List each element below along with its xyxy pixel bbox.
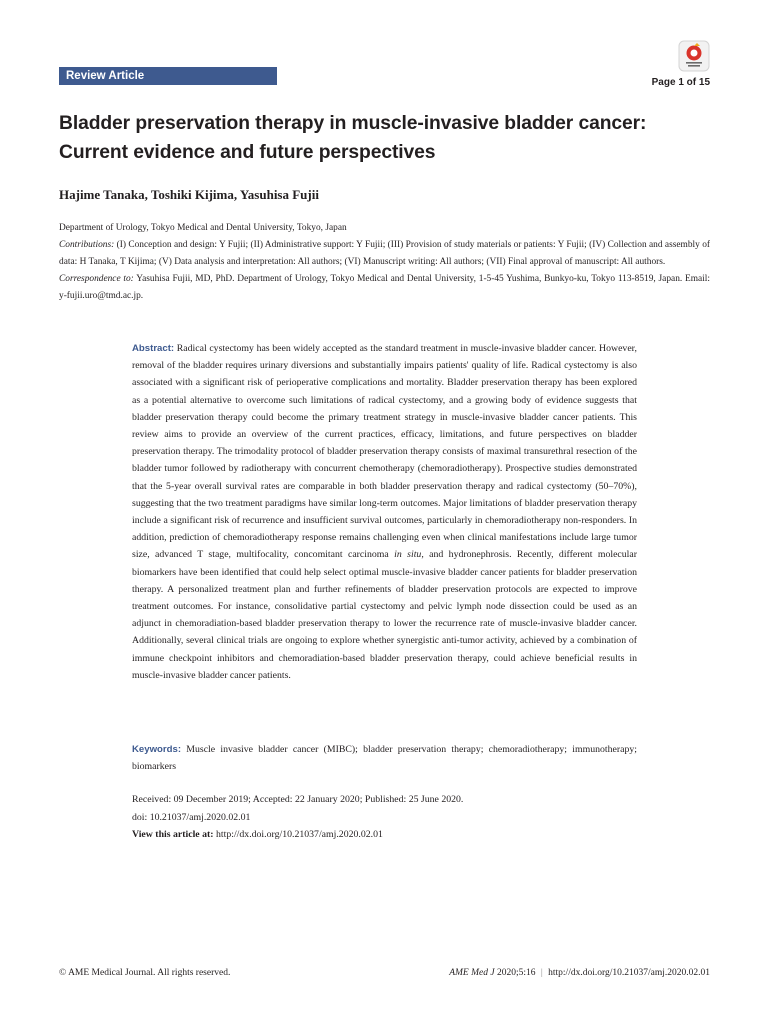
check-for-updates-badge[interactable]: [678, 40, 710, 72]
keywords: [132, 741, 637, 775]
article-title: [59, 109, 719, 167]
author-list: Hajime Tanaka, Toshiki Kijima, Yasuhisa Fujii: [59, 187, 319, 202]
abstract-text-part-1: Radical cystectomy has been widely accepted as the standard treatment in muscle-invasive bladder cancer. However, removal of the bladder requires urinary diversions and substantially impairs patients' quality of life. Radical cystectomy is also associated with a significant risk of perioperative complications and mortality. Bladder preservation therapy has been explored as a potential alternative to overcome such limitations of radical cystectomy, and a growing body of evidence suggests that bladder preservation therapy could become the primary treatment strategy in muscle-invasive bladder cancer patients. This review aims to provide an overview of the current practices, efficacy, limitations, and future perspectives on bladder preservation therapy. The trimodality protocol of bladder preservation therapy consists of maximal transurethral resection of the bladder tumor followed by radiotherapy with concurrent chemotherapy (chemoradiotherapy). Prospective studies demonstrated that the 5-year overall survival rates are comparable in both bladder preservation therapy and radical cystectomy (50–70%), suggesting that the two treatment paradigms have similar long-term outcomes. Major limitations of bladder preservation therapy include a significant risk of recurrence and insufficient survival outcomes, particularly in chemoradiotherapy non-responders. In addition, prediction of chemoradiotherapy response remains challenging even when clinical manifestations include large tumor size, advanced T stage, multifocality, concomitant carcinoma: [132, 343, 638, 561]
keywords-text: Muscle invasive bladder cancer (MIBC); bladder preservation therapy; chemoradiotherapy; immunotherapy; biomarkers: [132, 744, 637, 772]
contributions: [59, 237, 710, 271]
contributions-text: (I) Conception and design: Y Fujii; (II) Administrative support: Y Fujii; (III) Provision of study materials or patients: Y Fujii; (IV) Collection and assembly of data: H Tanaka, T Kijima; (V) Data analysis and interpretation: All authors; (VI) Manuscript writing: All authors; (VII) Final approval of manuscript: All authors.: [59, 240, 711, 267]
article-title-line-2: Current evidence and future perspectives: [59, 142, 436, 163]
article-type-label: Review Article: [66, 70, 145, 82]
abstract: [132, 340, 637, 684]
footer-url[interactable]: http://dx.doi.org/10.21037/amj.2020.02.01: [548, 968, 710, 978]
doi: doi: 10.21037/amj.2020.02.01: [132, 811, 251, 823]
abstract-text-part-2: , and hydronephrosis. Recently, different molecular biomarkers have been identified that could help select optimal muscle-invasive bladder cancer patients for bladder preservation therapy. A personalized treatment plan and further refinements of bladder preservation protocols are expected to improve treatment outcomes. For instance, consolidative partial cystectomy and pelvic lymph node dissection could be used as an adjunct in chemoradiation-based bladder preservation therapy to lower the recurrence rate of muscle-invasive bladder cancer. Additionally, several clinical trials are ongoing to explore whether synergistic anti-tumor activity, achieved by a combination of immune checkpoint inhibitors and chemoradiation-based bladder preservation therapy, could achieve beneficial results in muscle-invasive bladder cancer patients.: [132, 549, 638, 681]
view-article-line: [132, 826, 637, 844]
article-title-line-1: Bladder preservation therapy in muscle-invasive bladder cancer:: [59, 113, 647, 134]
article-type-banner: [59, 67, 277, 85]
keywords-label: Keywords:: [132, 744, 182, 755]
footer-separator: |: [540, 968, 543, 978]
author-metadata: [59, 220, 710, 305]
footer-citation-number: 2020;5:16: [496, 968, 536, 978]
view-article-link[interactable]: http://dx.doi.org/10.21037/amj.2020.02.01: [215, 829, 383, 840]
page-number: Page 1 of 15: [651, 77, 710, 88]
contributions-label: Contributions:: [59, 240, 115, 250]
footer-copyright: © AME Medical Journal. All rights reserved.: [59, 968, 231, 978]
publication-info: [132, 791, 637, 844]
publication-dates: Received: 09 December 2019; Accepted: 22 January 2020; Published: 25 June 2020.: [132, 794, 464, 805]
abstract-in-situ: in situ: [394, 549, 422, 561]
correspondence-label: Correspondence to:: [59, 274, 134, 284]
footer-citation: [380, 966, 710, 980]
affiliation: Department of Urology, Tokyo Medical and Dental University, Tokyo, Japan: [59, 223, 347, 233]
check-for-updates-icon: [678, 40, 710, 72]
correspondence: [59, 271, 710, 305]
footer-journal-name: AME Med J: [449, 968, 495, 978]
correspondence-text: Yasuhisa Fujii, MD, PhD. Department of Urology, Tokyo Medical and Dental University, 1-5-45 Yushima, Bunkyo-ku, Tokyo 113-8519, Japan. Email: y-fujii.uro@tmd.ac.jp.: [59, 274, 710, 301]
view-article-label: View this article at:: [132, 829, 214, 840]
abstract-label: Abstract:: [132, 343, 175, 354]
